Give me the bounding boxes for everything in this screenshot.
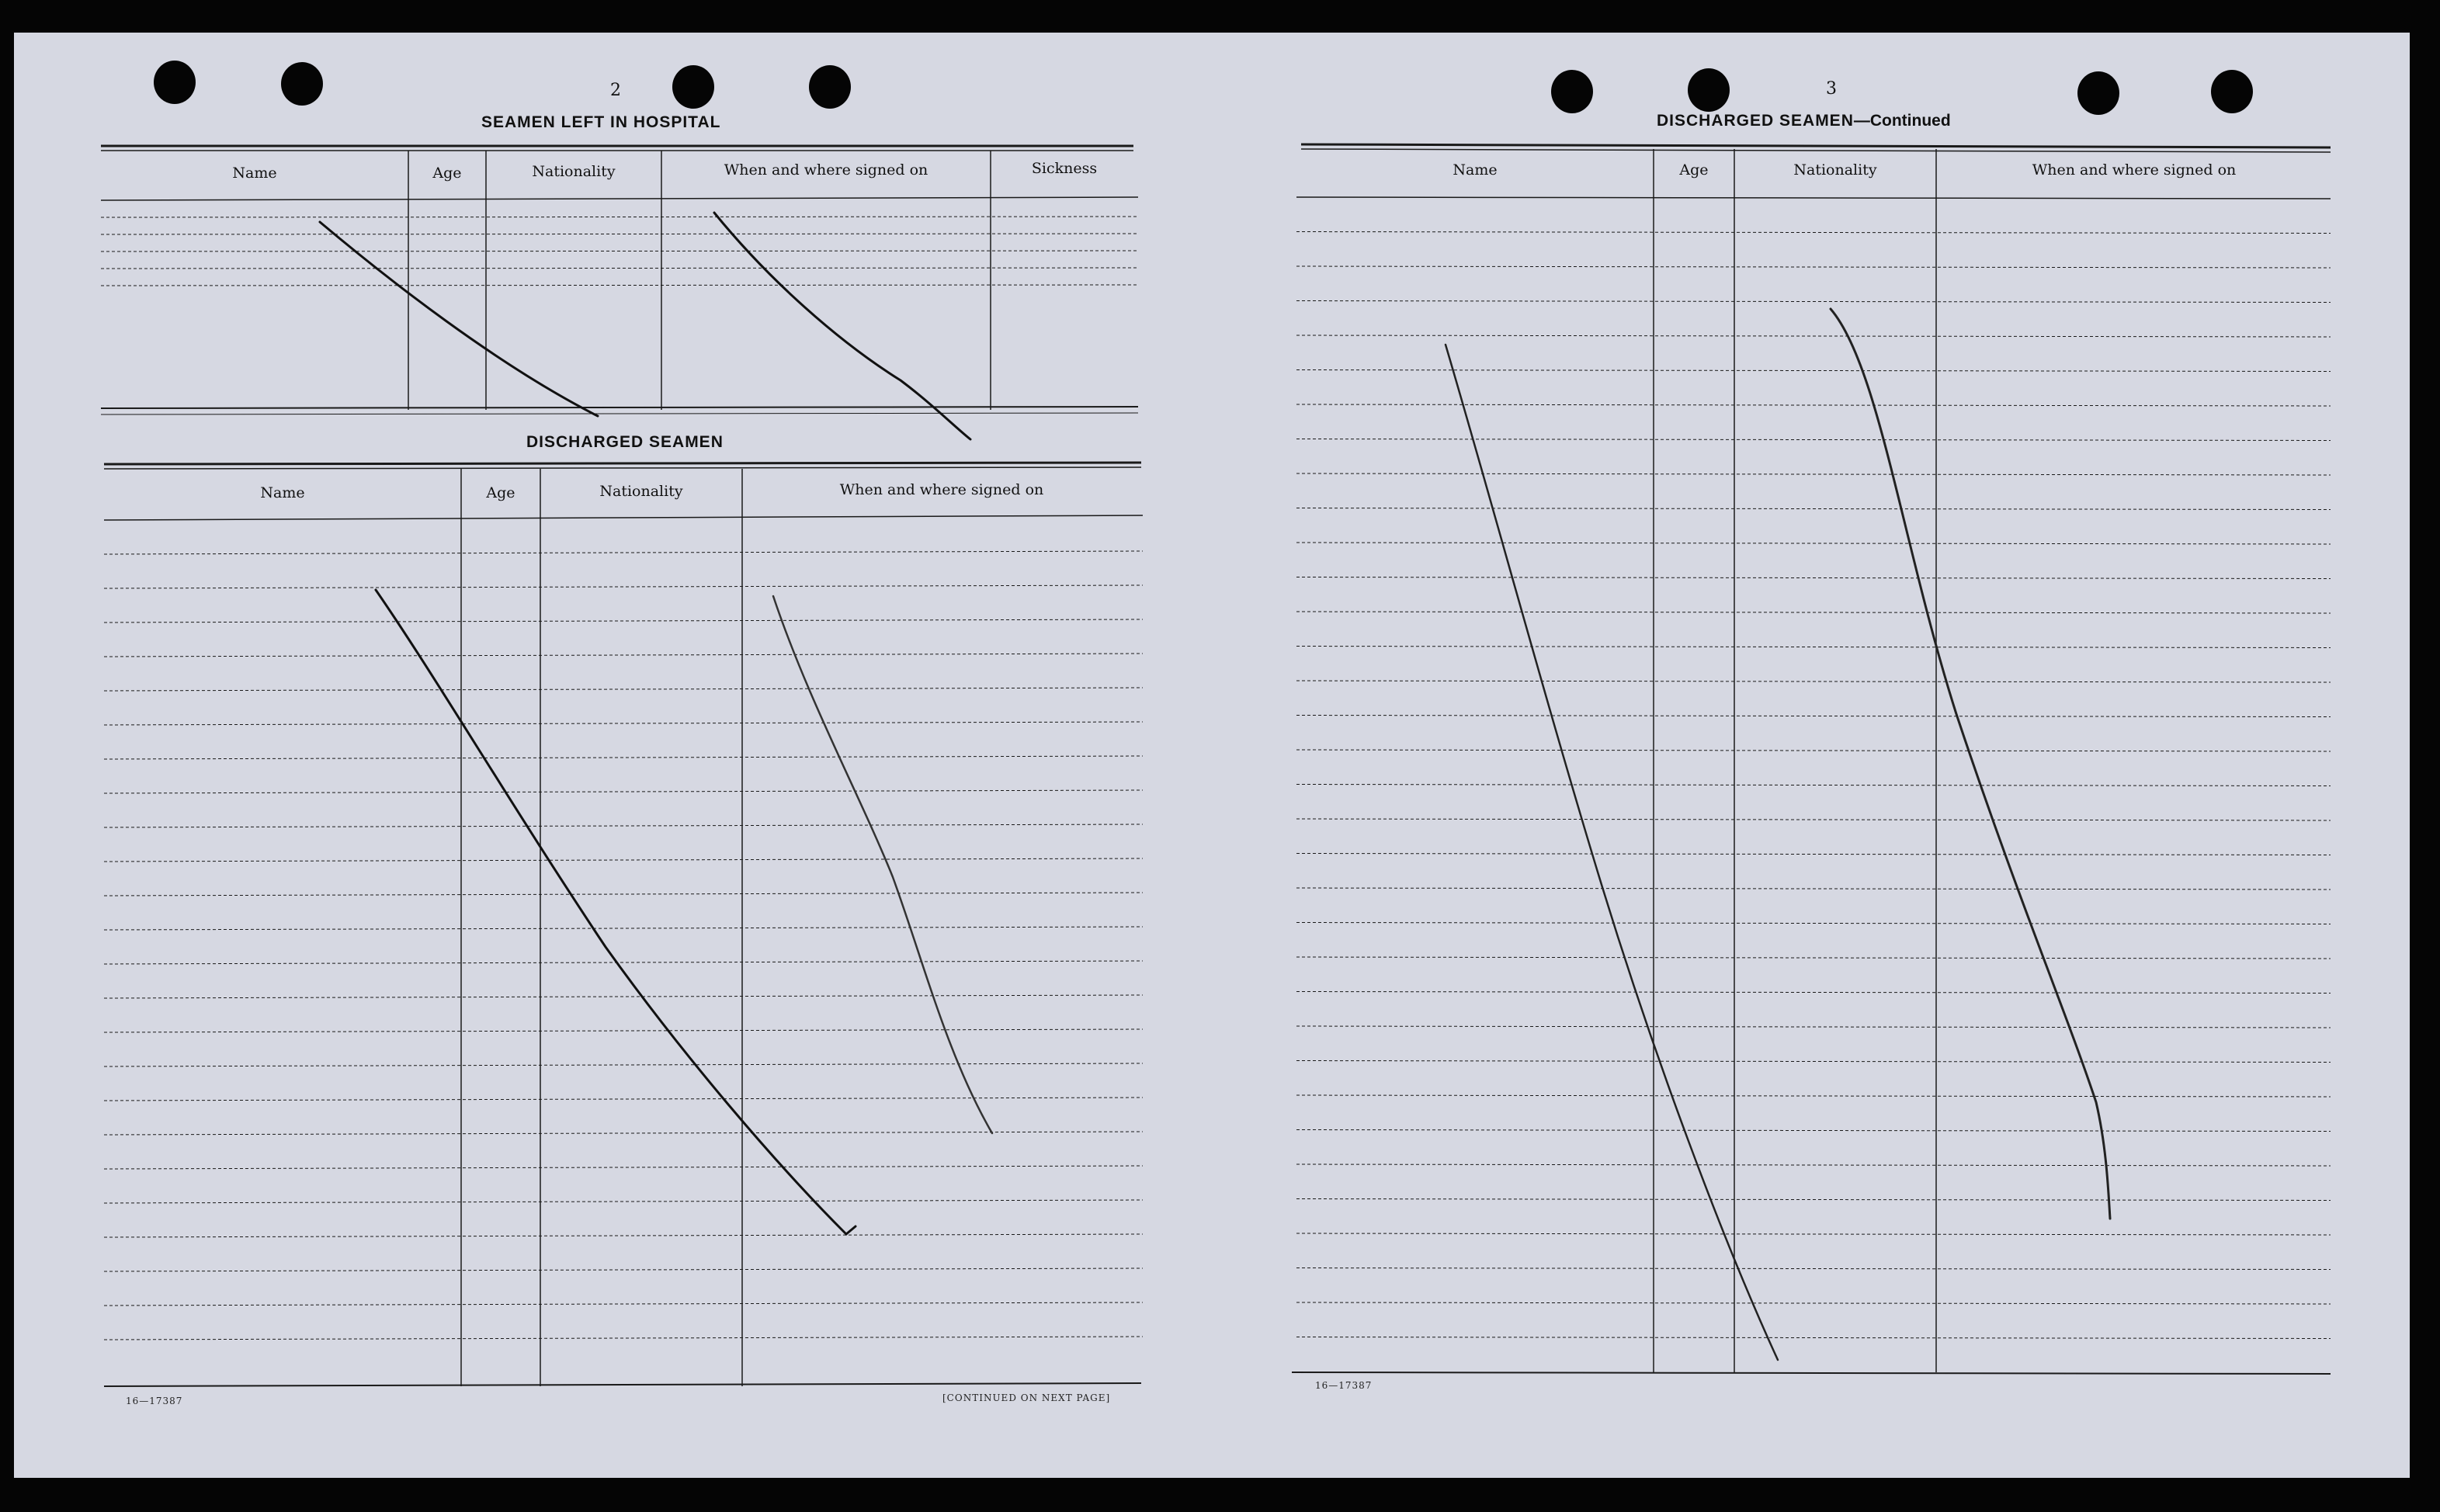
row-rule	[1296, 301, 2331, 303]
table-bottom-rule	[1292, 1372, 2331, 1374]
table-bottom-rule	[101, 407, 1138, 408]
row-rule	[1296, 508, 2331, 510]
row-rule	[101, 268, 1138, 269]
column-header-name: Name	[232, 165, 277, 182]
table-top-rule	[1301, 144, 2331, 147]
column-header-age: Age	[1679, 161, 1709, 179]
row-rule	[1296, 335, 2331, 337]
form-number: 16—17387	[126, 1396, 183, 1406]
row-rule	[1296, 681, 2331, 682]
row-rule	[1296, 1268, 2331, 1270]
section-title-text: DISCHARGED SEAMEN	[1657, 112, 1854, 130]
strike-line	[773, 596, 992, 1133]
row-rule	[104, 1098, 1143, 1101]
column-header-signed-on: When and where signed on	[2032, 161, 2237, 179]
row-rule	[1296, 577, 2331, 579]
column-header-age: Age	[432, 165, 462, 182]
row-rule	[101, 285, 1138, 286]
row-rule	[1296, 854, 2331, 855]
row-rule	[1296, 819, 2331, 820]
strike-line	[320, 222, 598, 416]
column-header-signed-on: When and where signed on	[839, 481, 1044, 498]
page-number: 2	[610, 81, 621, 100]
row-rule	[104, 1166, 1143, 1169]
row-rule	[104, 1063, 1143, 1066]
row-rule	[1296, 439, 2331, 441]
row-rule	[1296, 647, 2331, 648]
row-rule	[1296, 923, 2331, 924]
row-rule	[104, 688, 1143, 691]
row-rule	[104, 961, 1143, 964]
column-header-age: Age	[486, 484, 515, 501]
header-bottom-rule	[101, 197, 1138, 200]
row-rule	[1296, 232, 2331, 234]
row-rule	[1296, 992, 2331, 994]
row-rule	[104, 1337, 1143, 1340]
table-top-rule	[104, 467, 1141, 469]
table-top-rule	[1301, 149, 2331, 152]
column-header-name: Name	[1453, 161, 1498, 179]
table-top-rule	[104, 463, 1141, 464]
row-rule	[1296, 750, 2331, 751]
row-rule	[104, 1302, 1143, 1306]
row-rule	[1296, 1337, 2331, 1339]
strike-line	[1446, 345, 1778, 1360]
row-rule	[104, 927, 1143, 930]
row-rule	[1296, 716, 2331, 717]
column-header-signed-on: When and where signed on	[724, 161, 928, 179]
row-rule	[1296, 1026, 2331, 1028]
strike-line	[1831, 309, 2110, 1219]
row-rule	[104, 790, 1143, 793]
row-rule	[1296, 370, 2331, 372]
table-bottom-rule	[104, 1383, 1141, 1386]
header-bottom-rule	[1296, 197, 2331, 199]
row-rule	[104, 893, 1143, 896]
row-rule	[104, 1029, 1143, 1032]
row-rule	[104, 619, 1143, 622]
row-rule	[104, 551, 1143, 554]
section-title-hospital: SEAMEN LEFT IN HOSPITAL	[481, 113, 721, 131]
row-rule	[1296, 1095, 2331, 1097]
row-rule	[1296, 404, 2331, 406]
column-header-sickness: Sickness	[1031, 160, 1098, 177]
row-rule	[1296, 785, 2331, 786]
row-rule	[104, 722, 1143, 725]
section-title-suffix: —Continued	[1853, 112, 1951, 130]
row-rule	[104, 1132, 1143, 1135]
row-rule	[104, 585, 1143, 588]
row-rule	[1296, 1199, 2331, 1201]
row-rule	[104, 995, 1143, 998]
row-rule	[1296, 1130, 2331, 1132]
column-header-name: Name	[260, 484, 305, 501]
row-rule	[104, 858, 1143, 862]
section-title-discharged: DISCHARGED SEAMEN	[526, 433, 724, 451]
row-rule	[1296, 266, 2331, 268]
header-bottom-rule	[104, 515, 1143, 520]
column-header-nationality: Nationality	[599, 483, 683, 500]
strike-line	[714, 213, 970, 439]
row-rule	[1296, 1061, 2331, 1063]
row-rule	[1296, 1233, 2331, 1235]
row-rule	[1296, 473, 2331, 475]
row-rule	[104, 1268, 1143, 1271]
form-number: 16—17387	[1315, 1380, 1373, 1391]
row-rule	[104, 654, 1143, 657]
column-header-nationality: Nationality	[1793, 161, 1877, 179]
row-rule	[1296, 543, 2331, 544]
row-rule	[104, 1234, 1143, 1237]
row-rule	[1296, 1164, 2331, 1166]
page-number: 3	[1826, 79, 1837, 99]
row-rule	[104, 824, 1143, 827]
strike-line	[376, 590, 856, 1234]
row-rule	[1296, 888, 2331, 890]
row-rule	[1296, 957, 2331, 959]
section-title-discharged-continued	[1657, 112, 1951, 130]
column-header-nationality: Nationality	[532, 163, 616, 180]
row-rule	[104, 1200, 1143, 1203]
row-rule	[104, 756, 1143, 759]
row-rule	[1296, 1302, 2331, 1304]
row-rule	[1296, 612, 2331, 613]
continued-note: [CONTINUED ON NEXT PAGE]	[942, 1392, 1111, 1403]
table-bottom-rule	[101, 413, 1138, 414]
